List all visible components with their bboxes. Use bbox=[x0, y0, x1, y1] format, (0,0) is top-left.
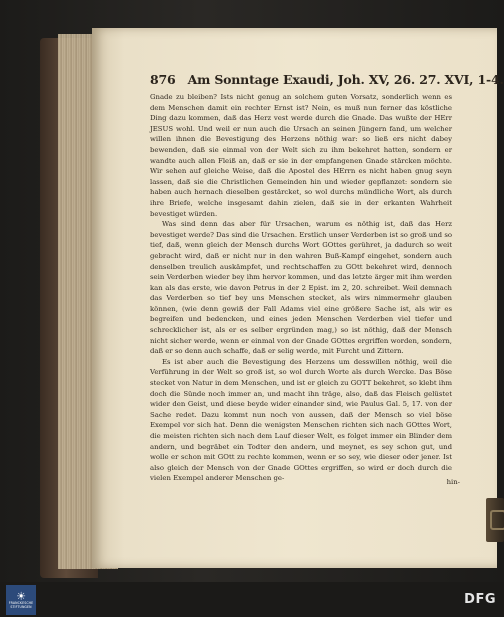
viewer-footer bbox=[0, 582, 504, 617]
francke-logo[interactable] bbox=[6, 585, 36, 615]
running-header bbox=[150, 72, 504, 88]
sun-emblem-icon: ☀ bbox=[16, 589, 26, 603]
francke-logo-caption: FRANCKESCHE STIFTUNGEN bbox=[8, 600, 34, 609]
paragraph-3: Es ist aber auch die Bevestigung des Herzens um desswillen nöthig, weil die Verführung in der Welt so groß ist, so wol durch Worte als durch Wercke. Das Böse stecket von Natur in dem Menschen, und ist er gleich zu GOTT bekehret, so klebt ihm doch die Sünde noch immer an, und macht ihn träge, also, daß das Fleisch gelüstet wider den Geist, und diese beyde wider einander sind, wie Paulus Gal. 5, 17. von der Sache redet. Dazu kommt nun noch von aussen, daß der Mensch so viel böse Exempel vor sich hat. Denn die wenigsten Menschen richten sich nach GOttes Wort, die meisten richten sich nach dem Lauf dieser Welt, es folget immer ein Blinder dem andern, und begräbet ein Todter den andern, und meynet, es sey schon gut, und wolle er schon mit GOtt zu rechte kommen, wenn er so sey, wie dieser oder jener. Ist also gleich der Mensch von der Gnade GOttes ergriffen, so wird er doch durch die vielen Exempel anderer Menschen ge- bbox=[150, 357, 452, 483]
dfg-logo[interactable]: DFG bbox=[464, 592, 496, 607]
clasp-strap bbox=[486, 498, 504, 542]
paragraph-1: Gnade zu bleiben? Ists nicht genug an solchem guten Vorsatz, sonderlich wenn es dem Menschen damit ein rechter Ernst ist? Nein, es muß nun ferner das köstliche Ding dazu kommen, daß das Herz vest werde durch die Gnade. Das wußte der HErr JESUS wohl. Und weil er nun auch die Ursach an seinen Jüngern fand, um welcher willen ihnen die Bevestigung des Herzens nöthig war: so ließ ers nicht dabey bewenden, daß sie einmal von der Welt sich zu ihm bekehret hatten, sondern er wandte auch allen Fleiß an, daß er sie in der empfangenen Gnade stärcken möchte. Wir sehen auf gleiche Weise, daß die Apostel des HErrn es nicht haben gnug seyn lassen, daß sie die Christlichen Gemeinden hin und wieder gepflanzet: sondern sie haben auch hernach dieselben gestärcket, so wol durchs mündliche Wort, als durch ihre Briefe, welche insgesamt dahin zielen, daß sie in der erkanten Wahrheit bevestiget würden. bbox=[150, 93, 452, 218]
page-number: 876 bbox=[150, 72, 176, 87]
catchword: hin- bbox=[446, 478, 460, 486]
running-head-title: Am Sonntage Exaudi, Joh. XV, 26. 27. XVI, 1-4. bbox=[187, 72, 504, 87]
page-body bbox=[150, 92, 452, 484]
paragraph-2: Was sind denn das aber für Ursachen, warum es nöthig ist, daß das Herz bevestiget werde? Das sind die Ursachen. Erstlich unser Verderben ist so groß und so tief, daß, wenn gleich der Mensch durchs Wort GOttes gerühret, ja dadurch so weit gebracht wird, daß er nicht nur in den wahren Buß-Kampf eingehet, sondern auch denselben treulich auskämpfet, und rechtschaffen zu GOtt bekehret wird, dennoch sein Verderben wieder bey ihm hervor kommen, und das letzte ärger mit ihm werden kan als das erste, wie davon Petrus in der 2 Epist. im 2, 20. schreibet. Weil demnach das Verderben so tief bey uns Menschen stecket, als wirs nimmermehr glauben können, (wie denn gewiß der Fall Adams viel eine größere Sache ist, als wir es begreifen und bedencken, und eines jeden Menschen Verderben viel tiefer und schrecklicher ist, als er es selber ergründen mag,) so ist nöthig, daß der Mensch nicht sicher werde, wenn er einmal von der Gnade GOttes ergriffen worden, sondern, daß er so denn auch schaffe, daß er selig werde, mit Furcht und Zittern. bbox=[150, 220, 452, 356]
